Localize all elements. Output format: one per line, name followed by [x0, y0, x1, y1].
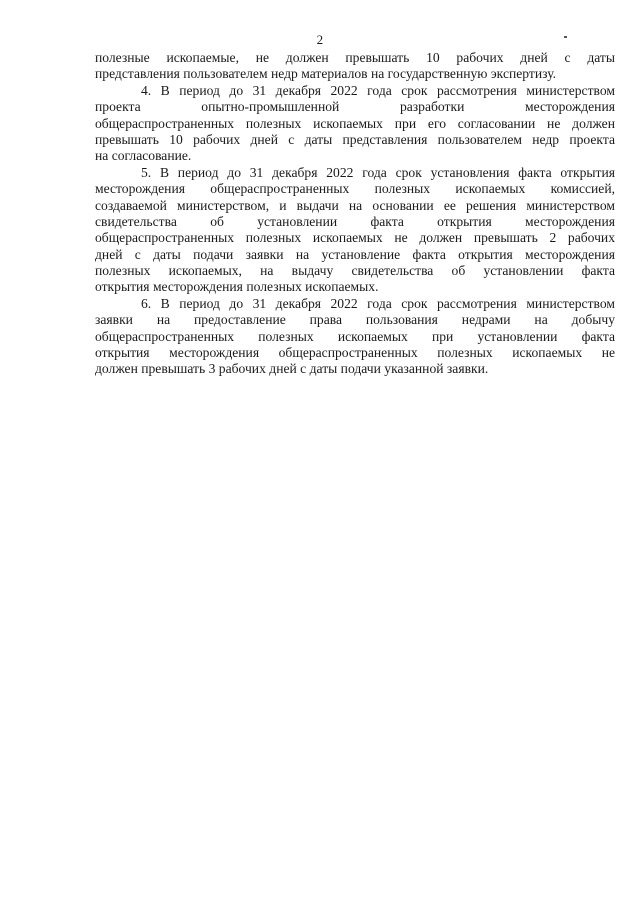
text-line: превышать 10 рабочих дней с даты представления пользователем недр проекта: [95, 131, 615, 147]
text-line: месторождения общераспространенных полезных ископаемых комиссией,: [95, 181, 615, 197]
page-number: 2: [316, 32, 324, 47]
paragraph-continuation: [95, 50, 615, 83]
document-body: [95, 50, 615, 378]
text-line: проекта опытно-промышленной разработки месторождения: [95, 99, 615, 115]
text-line: 5. В период до 31 декабря 2022 года срок установления факта открытия: [141, 164, 615, 180]
text-line: общераспространенных полезных ископаемых не должен превышать 2 рабочих: [95, 230, 615, 246]
text-line: на согласование.: [95, 148, 192, 164]
text-line: создаваемой министерством, и выдачи на основании ее решения министерством: [95, 197, 615, 213]
text-line: представления пользователем недр материалов на государственную экспертизу.: [95, 66, 557, 82]
text-line: должен превышать 3 рабочих дней с даты подачи указанной заявки.: [95, 361, 489, 377]
paragraph-6: [95, 296, 615, 378]
text-line: общераспространенных полезных ископаемых при его согласовании не должен: [95, 115, 615, 131]
text-line: общераспространенных полезных ископаемых при установлении факта: [95, 328, 615, 344]
paragraph-5: [95, 165, 615, 296]
text-line: 6. В период до 31 декабря 2022 года срок рассмотрения министерством: [141, 295, 615, 311]
text-line: дней с даты подачи заявки на установление факта открытия месторождения: [95, 246, 615, 262]
text-line: открытия месторождения общераспространенных полезных ископаемых не: [95, 345, 615, 361]
text-line: свидетельства об установлении факта открытия месторождения: [95, 213, 615, 229]
paragraph-4: [95, 83, 615, 165]
text-line: открытия месторождения полезных ископаемых.: [95, 279, 379, 295]
text-line: полезные ископаемые, не должен превышать 10 рабочих дней с даты: [95, 50, 615, 65]
text-line: заявки на предоставление права пользования недрами на добычу: [95, 312, 615, 328]
scan-speck: [564, 36, 567, 38]
text-line: 4. В период до 31 декабря 2022 года срок рассмотрения министерством: [141, 82, 615, 98]
text-line: полезных ископаемых, на выдачу свидетельства об установлении факта: [95, 263, 615, 279]
